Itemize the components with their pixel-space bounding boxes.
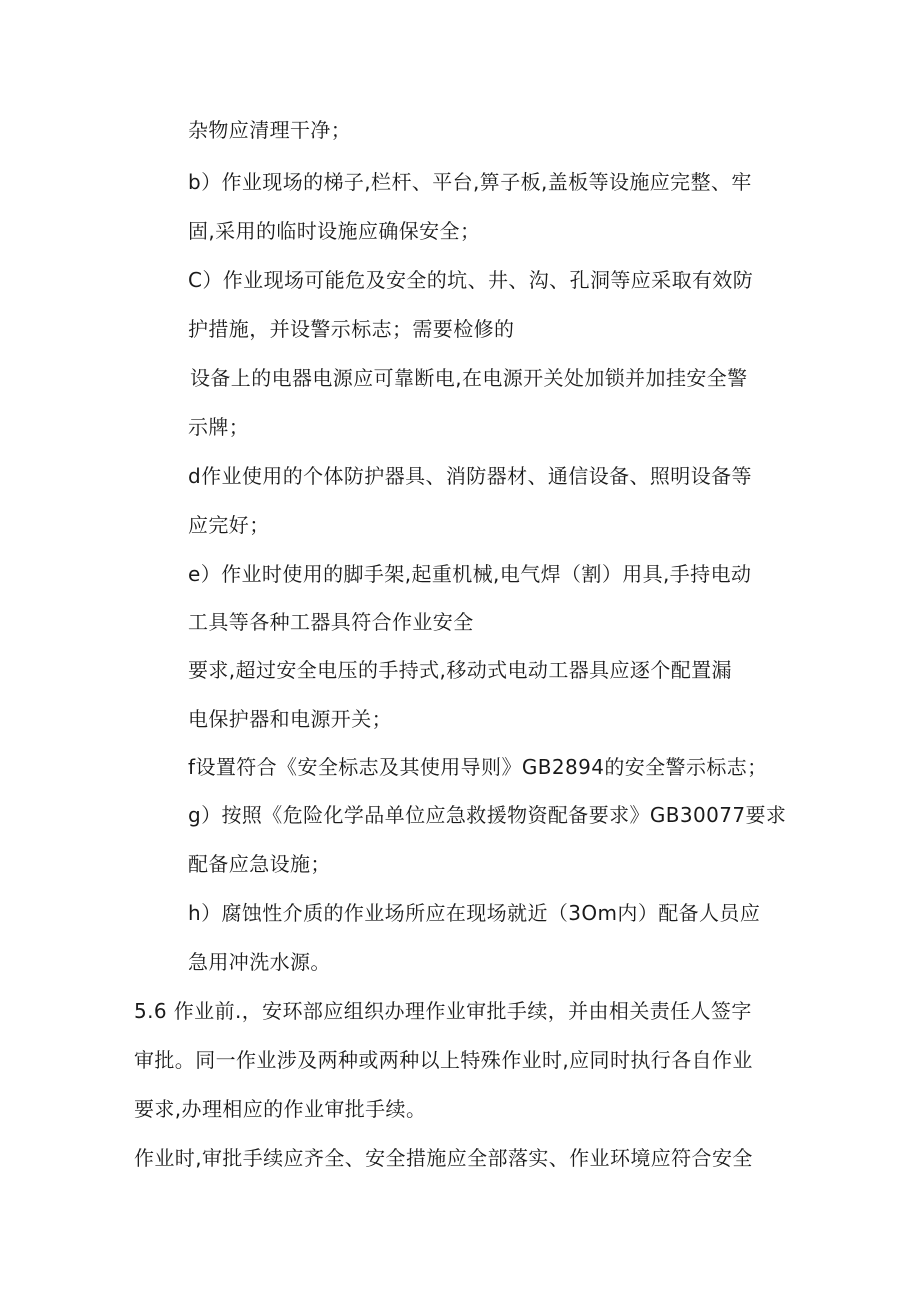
text-line: 电保护器和电源开关； — [188, 707, 392, 731]
text-line: 工具等各种工器具符合作业安全 — [188, 610, 474, 634]
text-line: h）腐蚀性介质的作业场所应在现场就近（3Om内）配备人员应 — [188, 901, 761, 925]
section-heading-line: 5.6 作业前.，安环部应组织办理作业审批手续，并由相关责任人签字 — [134, 999, 752, 1023]
text-line: 设备上的电器电源应可靠断电,在电源开关处加锁并加挂安全警 — [190, 366, 748, 390]
text-line: 审批。同一作业涉及两种或两种以上特殊作业时,应同时执行各自作业 — [134, 1048, 753, 1072]
text-line: e）作业时使用的脚手架,起重机械,电气焊（割）用具,手持电动 — [188, 562, 752, 586]
text-line: g）按照《危险化学品单位应急救援物资配备要求》GB30077要求 — [188, 803, 787, 827]
text-line: 要求,办理相应的作业审批手续。 — [134, 1097, 427, 1121]
text-line: 护措施，并设警示标志；需要检修的 — [188, 317, 515, 341]
text-line: 示牌； — [188, 415, 250, 439]
text-line: 配备应急设施； — [188, 852, 331, 876]
text-line: 作业时,审批手续应齐全、安全措施应全部落实、作业环境应符合安全 — [134, 1146, 753, 1170]
text-line: f设置符合《安全标志及其使用导则》GB2894的安全警示标志； — [188, 755, 768, 779]
text-line: 要求,超过安全电压的手持式,移动式电动工器具应逐个配置漏 — [188, 658, 732, 682]
text-line: 急用冲洗水源。 — [188, 950, 331, 974]
text-line: b）作业现场的梯子,栏杆、平台,箅子板,盖板等设施应完整、牢 — [188, 170, 752, 194]
text-line: 固,采用的临时设施应确保安全； — [188, 219, 481, 243]
text-line: C）作业现场可能危及安全的坑、井、沟、孔洞等应采取有效防 — [188, 268, 754, 292]
text-line: 应完好； — [188, 513, 270, 537]
text-line: 杂物应清理干净； — [188, 118, 352, 142]
text-line: d作业使用的个体防护器具、消防器材、通信设备、照明设备等 — [188, 464, 752, 488]
